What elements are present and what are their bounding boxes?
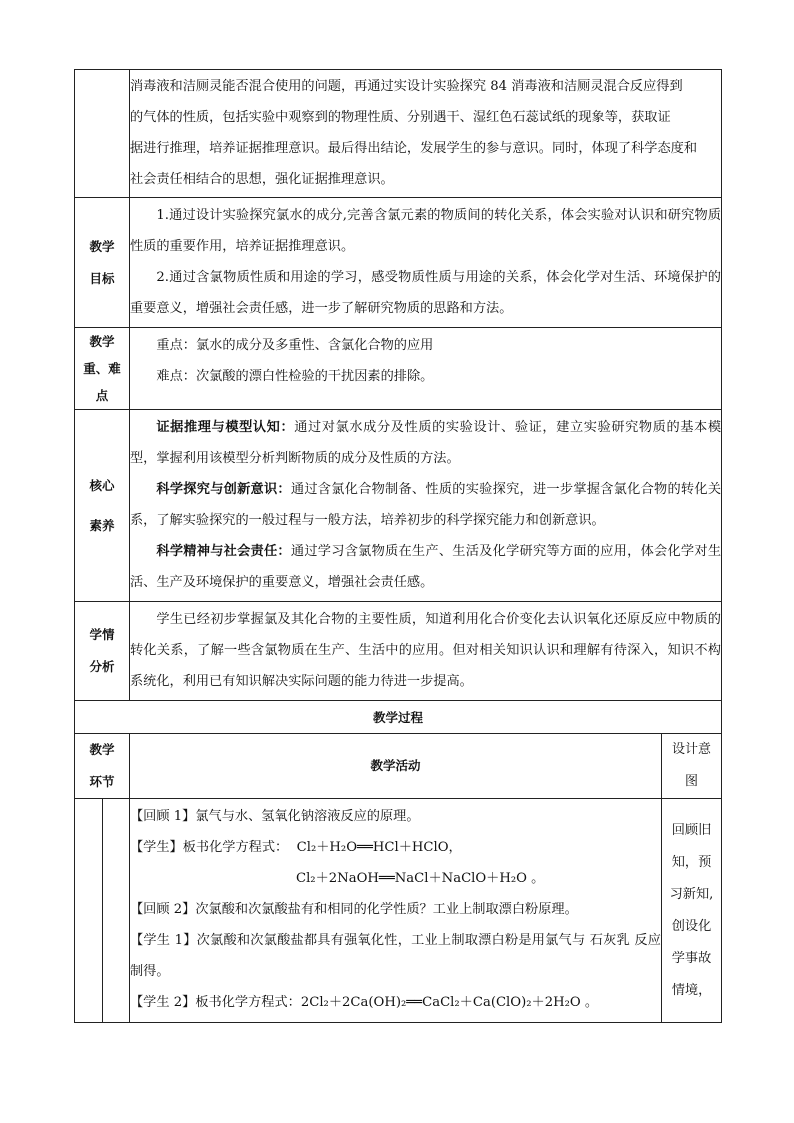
key-points-content xyxy=(130,328,722,410)
rationale-line-3: 据进行推理，培养证据推理意识。最后得出结论，发展学生的参与意识。同时，体现了科学态度和 xyxy=(130,141,698,156)
difficult-point: 难点：次氯酸的漂白性检验的干扰因素的排除。 xyxy=(156,369,434,384)
process-body-row xyxy=(75,799,722,1023)
stage-inner-cell xyxy=(103,799,130,1023)
goal-1: 1.通过设计实验探究氯水的成分,完善含氯元素的物质间的转化关系，体会实验对认识和研究物质性质的重要作用，培养证据推理意识。 xyxy=(130,208,721,254)
review-2: 【回顾 2】次氯酸和次氯酸盐有和相同的化学性质？工业上制取漂白粉原理。 xyxy=(130,902,578,917)
col-header-activity: 教学活动 xyxy=(130,734,662,799)
analysis-text: 学生已经初步掌握氯及其化合物的主要性质，知道利用化合价变化去认识氧化还原反应中物质的转化关系，了解一些含氯物质在生产、生活中的应用。但对相关知识认识和理解有待深入，知识不构系统化，利用已有知识解决实际问题的能力待进一步提高。 xyxy=(130,612,721,689)
literacy-item-3: 科学精神与社会责任：通过学习含氯物质在生产、生活及化学研究等方面的应用，体会化学对生活、生产及环境保护的重要意义，增强社会责任感。 xyxy=(130,544,722,590)
student-analysis-label: 学情 分析 xyxy=(75,602,130,701)
lesson-plan-table xyxy=(74,69,722,1023)
design-rationale-content xyxy=(130,70,722,198)
key-points-label: 教学 重、难 点 xyxy=(75,328,130,410)
teaching-process-title: 教学过程 xyxy=(75,701,722,734)
process-header-row xyxy=(75,734,722,799)
goal-2: 2.通过含氯物质性质和用途的学习，感受物质性质与用途的关系，体会化学对生活、环境保护的重要意义，增强社会责任感，进一步了解研究物质的思路和方法。 xyxy=(130,270,721,316)
literacy-item-2: 科学探究与创新意识：通过含氯化合物制备、性质的实验探究，进一步掌握含氯化合物的转化关系，了解实验探究的一般过程与一般方法，培养初步的科学探究能力和创新意识。 xyxy=(130,482,722,528)
student-2-equation: 【学生 2】板书化学方程式：2Cl₂＋2Ca(OH)₂══CaCl₂＋Ca(ClO)₂＋2H₂O 。 xyxy=(130,995,599,1010)
rationale-line-2: 的气体的性质，包括实验中观察到的物理性质、分别遇干、湿红色石蕊试纸的现象等，获取证 xyxy=(130,110,671,125)
design-intent-content: 回顾旧 知，预 习新知, 创设化 学事故 情境， xyxy=(662,799,722,1023)
design-rationale-label-cell xyxy=(75,70,130,198)
review-1: 【回顾 1】氯气与水、氢氧化钠溶液反应的原理。 xyxy=(130,809,420,824)
design-rationale-row xyxy=(75,70,722,198)
literacy-item-1: 证据推理与模型认知：通过对氯水成分及性质的实验设计、验证，建立实验研究物质的基本模型，掌握利用该模型分析判断物质的成分及性质的方法。 xyxy=(130,420,722,466)
col-header-intent: 设计意 图 xyxy=(662,734,722,799)
teaching-goals-row xyxy=(75,198,722,328)
student-analysis-row xyxy=(75,602,722,701)
rationale-line-1: 消毒液和洁厕灵能否混合使用的问题，再通过实设计实验探究 84 消毒液和洁厕灵混合反应得到 xyxy=(130,79,683,94)
equation-1: Cl₂＋H₂O══HCl＋HClO， xyxy=(296,840,462,855)
focus-point: 重点：氯水的成分及多重性、含氯化合物的应用 xyxy=(156,338,434,353)
core-literacy-row xyxy=(75,410,722,602)
key-points-row xyxy=(75,328,722,410)
activity-content xyxy=(130,799,662,1023)
col-header-stage: 教学 环节 xyxy=(75,734,130,799)
equation-2: Cl₂＋2NaOH══NaCl＋NaClO＋H₂O 。 xyxy=(296,871,545,886)
lesson-plan-document xyxy=(74,69,721,1023)
stage-outer-cell xyxy=(75,799,103,1023)
rationale-line-4: 社会责任相结合的思想，强化证据推理意识。 xyxy=(130,172,394,187)
equation-3: 2Cl₂＋2Ca(OH)₂══CaCl₂＋Ca(ClO)₂＋2H₂O 。 xyxy=(300,995,599,1010)
core-literacy-label: 核心 素养 xyxy=(75,410,130,602)
student-1-answer: 【学生 1】次氯酸和次氯酸盐都具有强氧化性，工业上制取漂白粉是用氯气与 石灰乳 反应制得。 xyxy=(130,933,661,979)
student-board-equation: 【学生】板书化学方程式： Cl₂＋H₂O══HCl＋HClO， xyxy=(130,840,462,855)
core-literacy-content xyxy=(130,410,722,602)
student-analysis-content xyxy=(130,602,722,701)
teaching-goals-content xyxy=(130,198,722,328)
teaching-goals-label: 教学 目标 xyxy=(75,198,130,328)
teaching-process-title-row xyxy=(75,701,722,734)
